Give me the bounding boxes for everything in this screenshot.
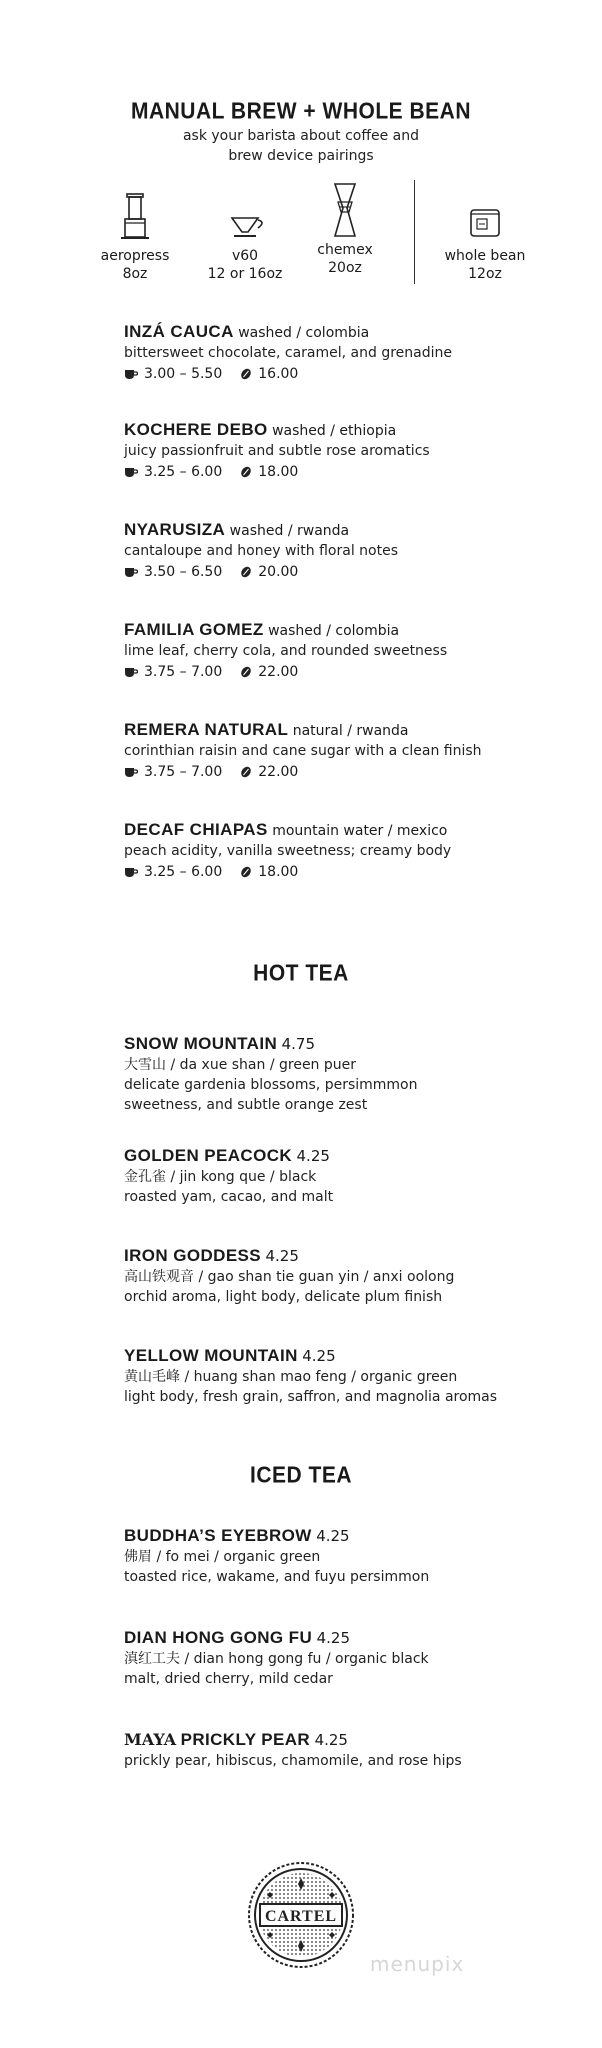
coffee-bag-icon <box>465 192 505 242</box>
cup-icon <box>124 867 138 878</box>
tea-price: 4.25 <box>302 1347 336 1365</box>
coffee-description: bittersweet chocolate, caramel, and grenadine <box>124 345 453 361</box>
tea-item <box>124 1146 584 1207</box>
tea-price: 4.25 <box>316 1629 350 1647</box>
cup-price: 3.75 – 7.00 <box>144 664 223 680</box>
device-size: 12 or 16oz <box>207 266 283 282</box>
tea-item <box>124 1246 584 1307</box>
tea-item <box>124 1628 584 1689</box>
tea-detail: 大雪山 / da xue shan / green puer <box>124 1057 357 1073</box>
bean-price: 18.00 <box>258 864 299 880</box>
device-name: aeropress <box>100 248 170 264</box>
device-aeropress <box>80 192 190 282</box>
chemex-icon <box>323 180 367 242</box>
cup-icon <box>124 567 138 578</box>
iced-tea-title: ICED TEA <box>249 1462 352 1489</box>
device-v60 <box>190 192 300 282</box>
tea-description: toasted rice, wakame, and fuyu persimmon <box>124 1569 430 1585</box>
aeropress-icon <box>117 192 153 242</box>
tea-detail: 佛眉 / fo mei / organic green <box>124 1549 321 1565</box>
device-name: v60 <box>231 248 259 264</box>
tea-description: light body, fresh grain, saffron, and magnolia aromas <box>124 1389 498 1405</box>
cup-price: 3.25 – 6.00 <box>144 864 223 880</box>
tea-name: SNOW MOUNTAIN <box>124 1034 278 1053</box>
manual-brew-title: MANUAL BREW + WHOLE BEAN <box>130 98 472 125</box>
coffee-item <box>124 620 584 682</box>
tea-description: malt, dried cherry, mild cedar <box>124 1671 333 1687</box>
device-divider <box>414 180 415 284</box>
coffee-name: INZÁ CAUCA <box>124 322 234 341</box>
cup-price: 3.50 – 6.50 <box>144 564 223 580</box>
cup-icon <box>124 767 138 778</box>
coffee-name: KOCHERE DEBO <box>124 420 268 439</box>
tea-description: delicate gardenia blossoms, persimmmon <box>124 1077 418 1093</box>
bean-icon <box>240 368 252 380</box>
tea-name: YELLOW MOUNTAIN <box>124 1346 298 1365</box>
bean-icon <box>240 566 252 578</box>
coffee-description: corinthian raisin and cane sugar with a clean finish <box>124 743 482 759</box>
bean-icon <box>240 666 252 678</box>
tea-name: IRON GODDESS <box>124 1246 262 1265</box>
coffee-name: REMERA NATURAL <box>124 720 289 739</box>
device-size: 12oz <box>468 266 502 282</box>
cup-price: 3.75 – 7.00 <box>144 764 223 780</box>
coffee-description: peach acidity, vanilla sweetness; creamy body <box>124 843 452 859</box>
coffee-item <box>124 520 584 582</box>
tea-item <box>124 1526 584 1587</box>
tea-price: 4.25 <box>265 1247 299 1265</box>
coffee-name: DECAF CHIAPAS <box>124 820 268 839</box>
hot-tea-title: HOT TEA <box>253 960 349 987</box>
coffee-description: juicy passionfruit and subtle rose aromatics <box>124 443 430 459</box>
tea-name: PRICKLY PEAR <box>180 1730 311 1749</box>
coffee-description: lime leaf, cherry cola, and rounded sweetness <box>124 643 448 659</box>
tea-detail: 高山铁观音 / gao shan tie guan yin / anxi oolong <box>124 1269 455 1285</box>
cup-price: 3.00 – 5.50 <box>144 366 223 382</box>
coffee-origin: washed / colombia <box>238 325 370 341</box>
tea-price: 4.25 <box>316 1527 350 1545</box>
tea-name: DIAN HONG GONG FU <box>124 1628 313 1647</box>
device-name: whole bean <box>444 248 526 264</box>
bean-price: 20.00 <box>258 564 299 580</box>
bean-price: 18.00 <box>258 464 299 480</box>
coffee-name: FAMILIA GOMEZ <box>124 620 264 639</box>
cartel-logo <box>246 1860 356 1970</box>
coffee-item <box>124 420 584 482</box>
tea-description: roasted yam, cacao, and malt <box>124 1189 334 1205</box>
device-whole-bean <box>430 192 540 282</box>
tea-price: 4.25 <box>314 1731 348 1749</box>
tea-item <box>124 1034 584 1115</box>
coffee-origin: natural / rwanda <box>292 723 409 739</box>
tea-price: 4.75 <box>281 1035 316 1053</box>
tea-detail: 金孔雀 / jin kong que / black <box>124 1169 317 1185</box>
coffee-item <box>124 322 584 384</box>
cup-price: 3.25 – 6.00 <box>144 464 223 480</box>
tea-name: BUDDHA’S EYEBROW <box>124 1526 312 1545</box>
bean-icon <box>240 866 252 878</box>
tea-description-2: sweetness, and subtle orange zest <box>124 1097 368 1113</box>
tea-item <box>124 1730 584 1771</box>
bean-icon <box>240 466 252 478</box>
cup-icon <box>124 369 138 380</box>
maya-brand-logo: MAYA <box>124 1730 177 1749</box>
device-name: chemex <box>317 242 373 258</box>
v60-icon <box>220 192 270 242</box>
tea-item <box>124 1346 584 1407</box>
coffee-origin: washed / ethiopia <box>272 423 397 439</box>
manual-brew-subtitle-1: ask your barista about coffee and <box>182 128 420 144</box>
device-size: 8oz <box>122 266 148 282</box>
bean-icon <box>240 766 252 778</box>
cup-icon <box>124 667 138 678</box>
tea-detail: 滇红工夫 / dian hong gong fu / organic black <box>124 1651 429 1667</box>
coffee-origin: washed / colombia <box>268 623 400 639</box>
cup-icon <box>124 467 138 478</box>
device-size: 20oz <box>328 260 362 276</box>
bean-price: 22.00 <box>258 664 299 680</box>
coffee-origin: washed / rwanda <box>229 523 350 539</box>
tea-name: GOLDEN PEACOCK <box>124 1146 293 1165</box>
coffee-item <box>124 720 584 782</box>
tea-description: prickly pear, hibiscus, chamomile, and rose hips <box>124 1753 462 1769</box>
tea-detail: 黄山毛峰 / huang shan mao feng / organic green <box>124 1369 458 1385</box>
menupix-watermark: menupix <box>370 1952 465 1976</box>
coffee-origin: mountain water / mexico <box>272 823 448 839</box>
bean-price: 22.00 <box>258 764 299 780</box>
tea-description: orchid aroma, light body, delicate plum finish <box>124 1289 443 1305</box>
manual-brew-subtitle-2: brew device pairings <box>228 148 374 164</box>
coffee-name: NYARUSIZA <box>124 520 226 539</box>
device-chemex <box>290 180 400 276</box>
bean-price: 16.00 <box>258 366 299 382</box>
tea-price: 4.25 <box>296 1147 330 1165</box>
coffee-item <box>124 820 584 882</box>
coffee-description: cantaloupe and honey with floral notes <box>124 543 398 559</box>
logo-text: CARTEL <box>264 1908 338 1925</box>
